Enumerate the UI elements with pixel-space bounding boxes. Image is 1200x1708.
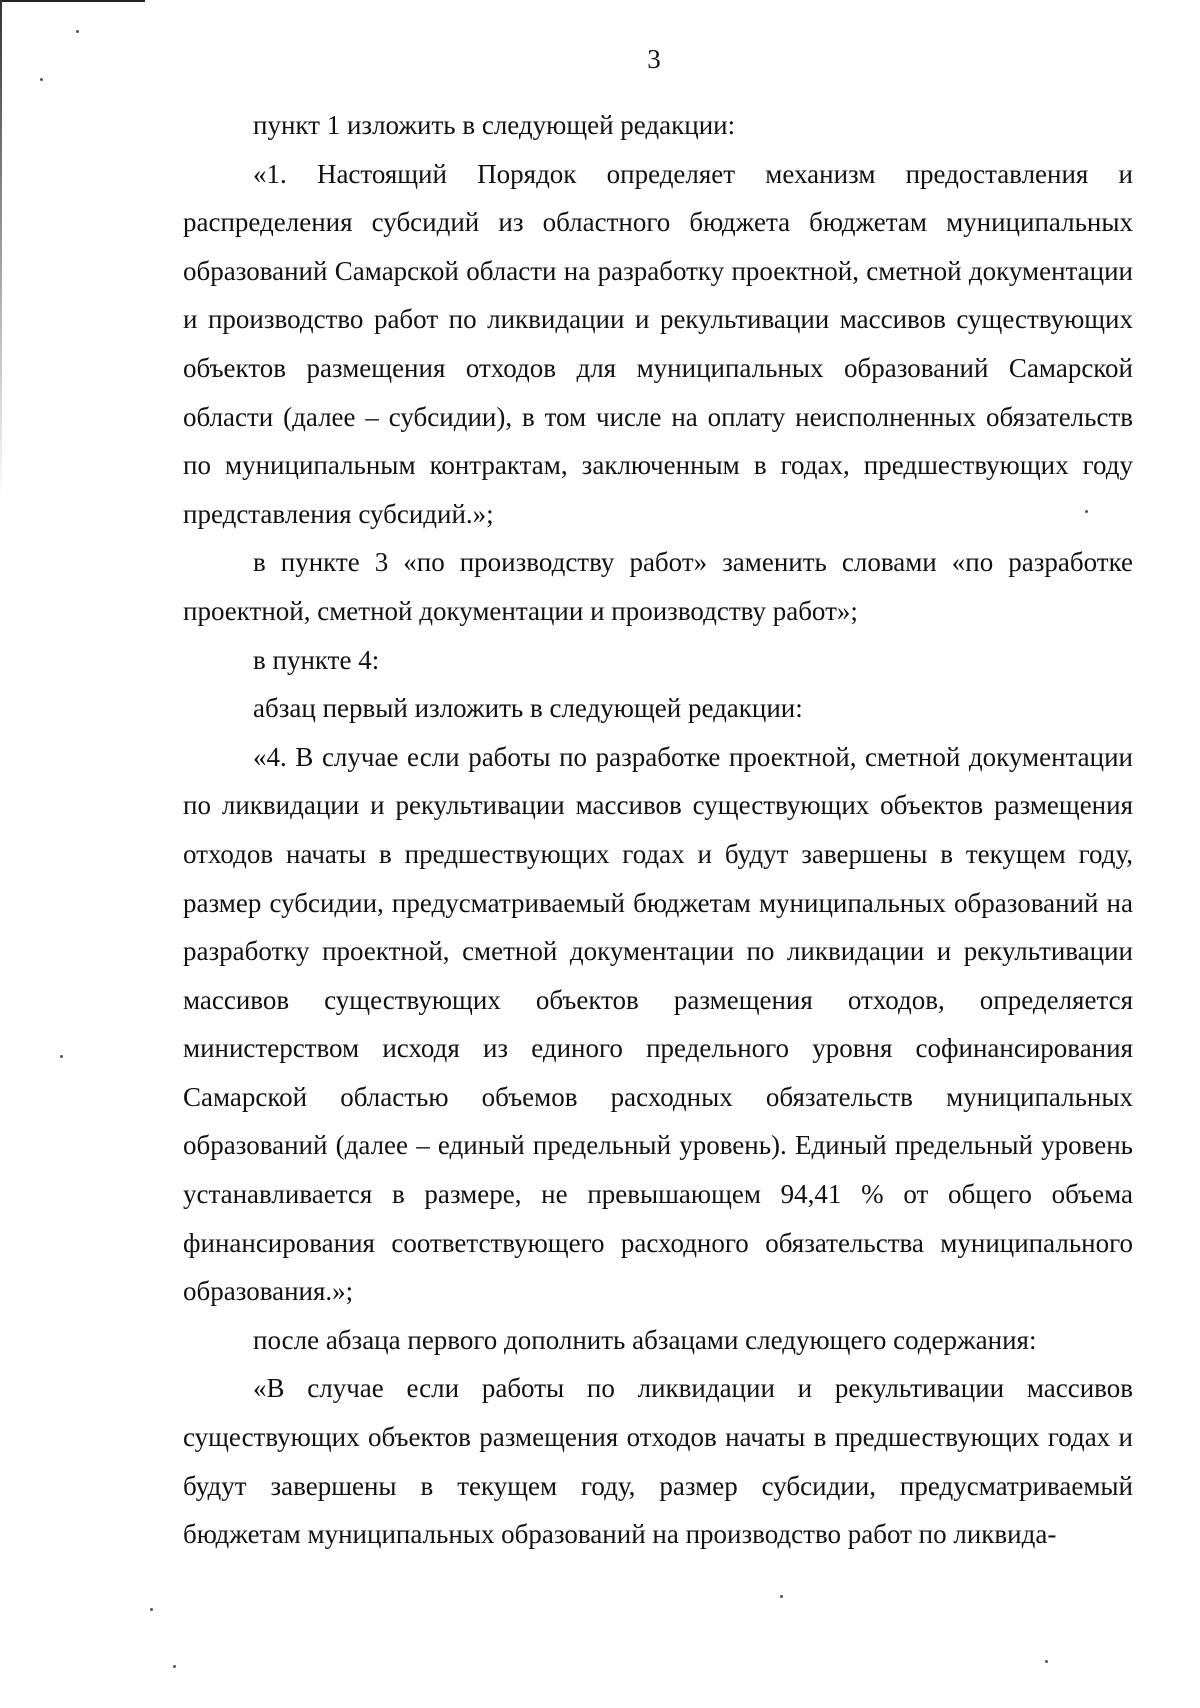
paragraph: пункт 1 изложить в следующей редакции: [253, 110, 736, 140]
scan-edge-line [0, 0, 145, 2]
scan-speck [780, 1595, 783, 1598]
scan-speck [173, 1665, 176, 1668]
scan-speck [1045, 1660, 1048, 1663]
paragraph: в пункте 3 «по производству работ» заменить словами «по разработке проектной, сметной документации и производству работ»; [183, 547, 1133, 626]
scan-speck [76, 30, 79, 33]
page-number: 3 [647, 44, 661, 74]
scan-speck [150, 1608, 153, 1611]
scan-speck [1085, 510, 1088, 513]
paragraph: после абзаца первого дополнить абзацами следующего содержания: [253, 1324, 1037, 1355]
scan-speck [40, 78, 43, 81]
paragraph: абзац первый изложить в следующей редакции: [253, 693, 803, 724]
paragraph: в пункте 4: [253, 644, 380, 675]
paragraph: «4. В случае если работы по разработке проектной, сметной документации по ликвидации и рекультивации массивов существующих объектов размещения отходов начаты в предшествующих годах и будут завершены в текущем году, размер субсидии, предусматриваемый бюджетам муниципальных образований на разработку проектной, сметной документации по ликвидации и рекультивации массивов существующих объектов размещения отходов, определяется министерством исходя из единого предельного уровня софинансирования Самарской областью объемов расходных обязательств муниципальных образований (далее – единый предельный уровень). Единый предельный уровень устанавливается в размере, не превышающем 94,41 % от общего объема финансирования соответствующего расходного обязательства муниципального образования.»; [183, 741, 1133, 1307]
scan-edge-line [0, 0, 2, 500]
document-body [183, 101, 1133, 1559]
paragraph: «1. Настоящий Порядок определяет механизм предоставления и распределения субсидий из областного бюджета бюджетам муниципальных образований Самарской области на разработку проектной, сметной документации и производство работ по ликвидации и рекультивации массивов существующих объектов размещения отходов для муниципальных образований Самарской области (далее – субсидии), в том числе на оплату неисполненных обязательств по муниципальным контрактам, заключенным в годах, предшествующих году представления субсидий.»; [183, 158, 1133, 529]
paragraph: «В случае если работы по ликвидации и рекультивации массивов существующих объектов размещения отходов начаты в предшествующих годах и будут завершены в текущем году, размер субсидии, предусматриваемый бюджетам муниципальных образований на производство работ по ликвида- [183, 1373, 1133, 1550]
scan-speck [60, 1055, 63, 1058]
